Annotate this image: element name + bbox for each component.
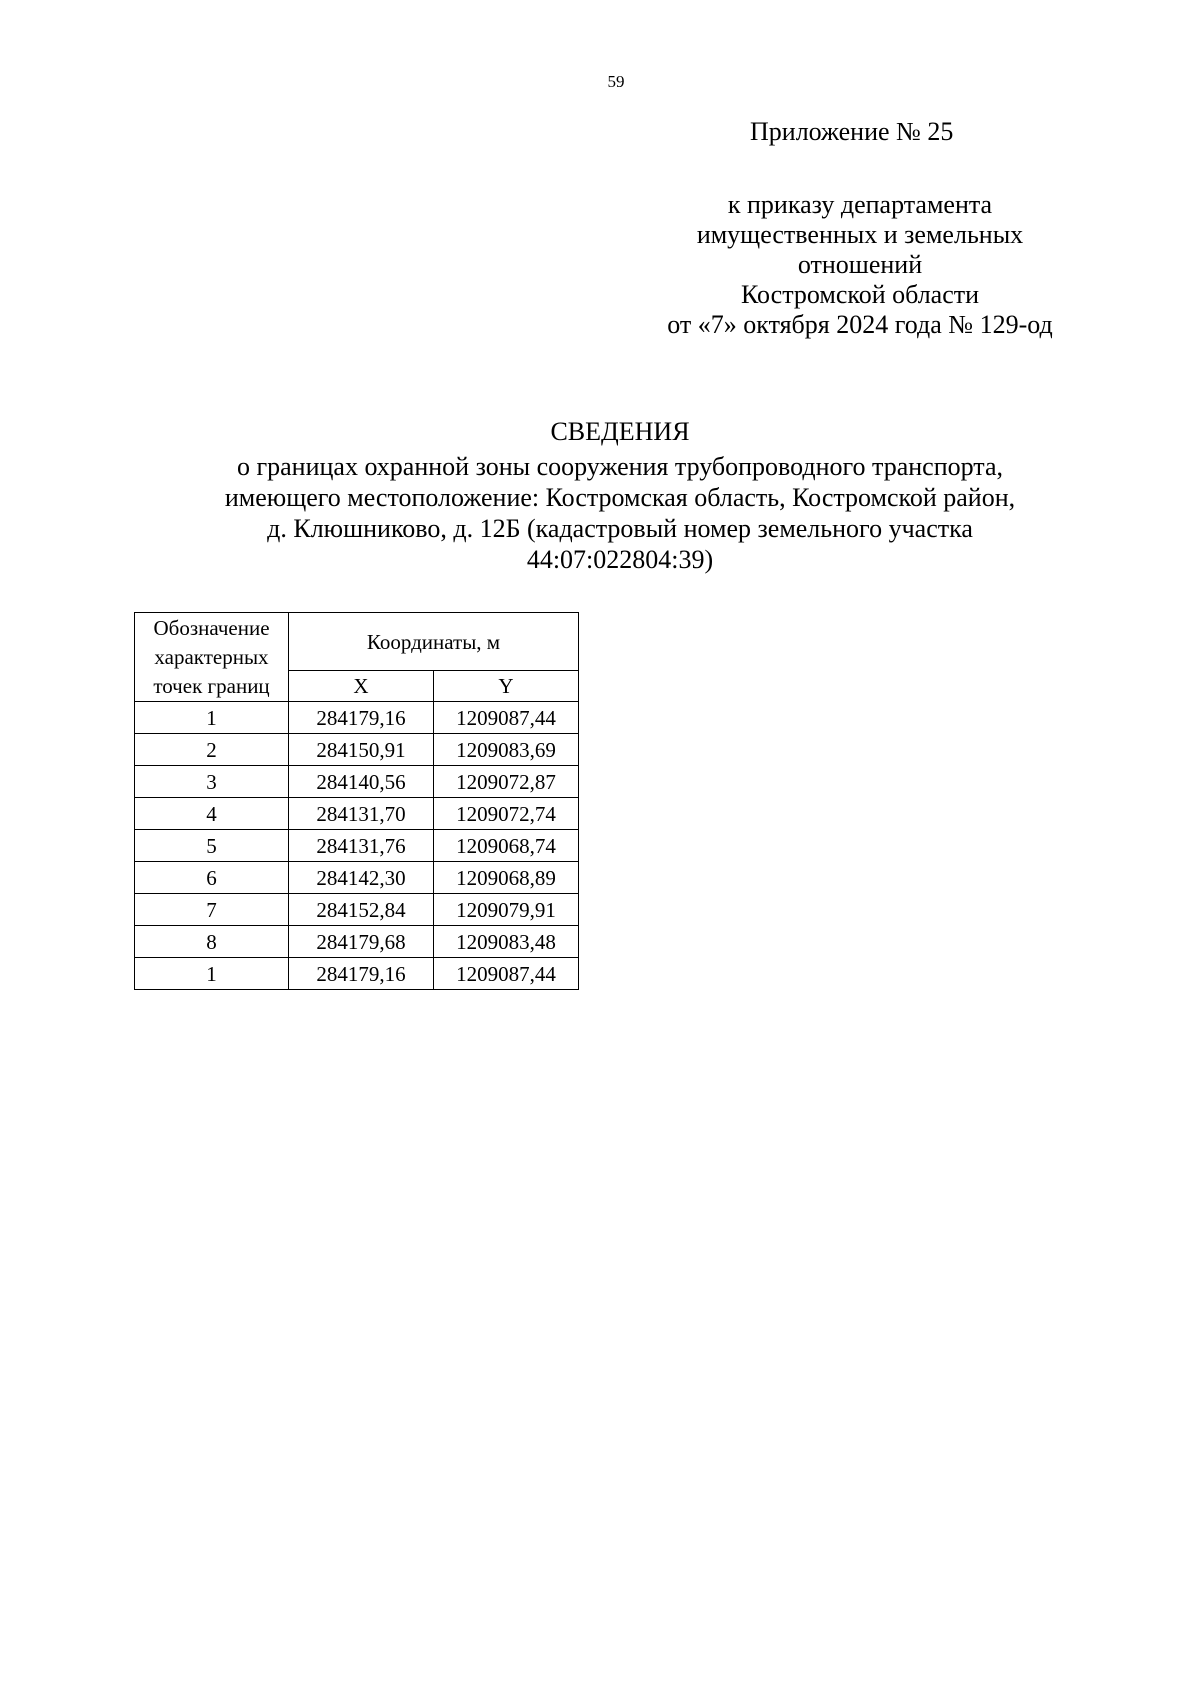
table-row bbox=[135, 926, 579, 958]
cell-point: 5 bbox=[135, 830, 289, 862]
order-reference-line: к приказу департамента bbox=[727, 190, 993, 219]
cell-point: 2 bbox=[135, 734, 289, 766]
table-row bbox=[135, 830, 579, 862]
cell-y: 1209087,44 bbox=[434, 702, 579, 734]
subtitle-line: о границах охранной зоны сооружения трубопроводного транспорта, bbox=[236, 452, 1004, 481]
cell-y: 1209087,44 bbox=[434, 958, 579, 990]
cell-y: 1209079,91 bbox=[434, 894, 579, 926]
cell-y: 1209083,48 bbox=[434, 926, 579, 958]
header-y: Y bbox=[434, 671, 579, 702]
cell-point: 6 bbox=[135, 862, 289, 894]
header-coordinates: Координаты, м bbox=[289, 613, 579, 671]
cell-x: 284179,16 bbox=[289, 702, 434, 734]
document-title: СВЕДЕНИЯ bbox=[550, 417, 690, 446]
cell-point: 7 bbox=[135, 894, 289, 926]
table-row bbox=[135, 958, 579, 990]
cell-x: 284131,70 bbox=[289, 798, 434, 830]
coordinates-table bbox=[134, 612, 579, 990]
cell-y: 1209072,74 bbox=[434, 798, 579, 830]
cell-y: 1209072,87 bbox=[434, 766, 579, 798]
subtitle-line: 44:07:022804:39) bbox=[526, 545, 714, 574]
order-reference-line: от «7» октября 2024 года № 129-од bbox=[667, 310, 1053, 339]
order-reference-line: имущественных и земельных bbox=[696, 220, 1024, 249]
table-row bbox=[135, 894, 579, 926]
cell-y: 1209068,74 bbox=[434, 830, 579, 862]
cell-x: 284140,56 bbox=[289, 766, 434, 798]
cell-point: 1 bbox=[135, 702, 289, 734]
cell-point: 4 bbox=[135, 798, 289, 830]
cell-y: 1209068,89 bbox=[434, 862, 579, 894]
table-row bbox=[135, 862, 579, 894]
table-row bbox=[135, 702, 579, 734]
cell-x: 284150,91 bbox=[289, 734, 434, 766]
table-row bbox=[135, 734, 579, 766]
order-reference-line: отношений bbox=[797, 250, 923, 279]
order-reference bbox=[640, 190, 1080, 340]
subtitle-line: д. Клюшниково, д. 12Б (кадастровый номер земельного участка bbox=[267, 514, 973, 543]
header-point-line: характерных bbox=[154, 644, 269, 669]
cell-point: 1 bbox=[135, 958, 289, 990]
table-row bbox=[135, 798, 579, 830]
appendix-label: Приложение № 25 bbox=[750, 117, 954, 146]
header-point-line: точек границ bbox=[153, 673, 270, 698]
order-reference-line: Костромской области bbox=[740, 280, 980, 309]
header-x: X bbox=[289, 671, 434, 702]
cell-x: 284179,68 bbox=[289, 926, 434, 958]
document-subtitle bbox=[120, 451, 1120, 575]
cell-y: 1209083,69 bbox=[434, 734, 579, 766]
cell-x: 284152,84 bbox=[289, 894, 434, 926]
subtitle-line: имеющего местоположение: Костромская область, Костромской район, bbox=[224, 483, 1016, 512]
cell-x: 284179,16 bbox=[289, 958, 434, 990]
cell-x: 284131,76 bbox=[289, 830, 434, 862]
page-number: 59 bbox=[607, 72, 625, 91]
table-row bbox=[135, 766, 579, 798]
header-point-label bbox=[135, 613, 289, 702]
cell-point: 8 bbox=[135, 926, 289, 958]
cell-x: 284142,30 bbox=[289, 862, 434, 894]
header-point-line: Обозначение bbox=[153, 615, 270, 640]
cell-point: 3 bbox=[135, 766, 289, 798]
